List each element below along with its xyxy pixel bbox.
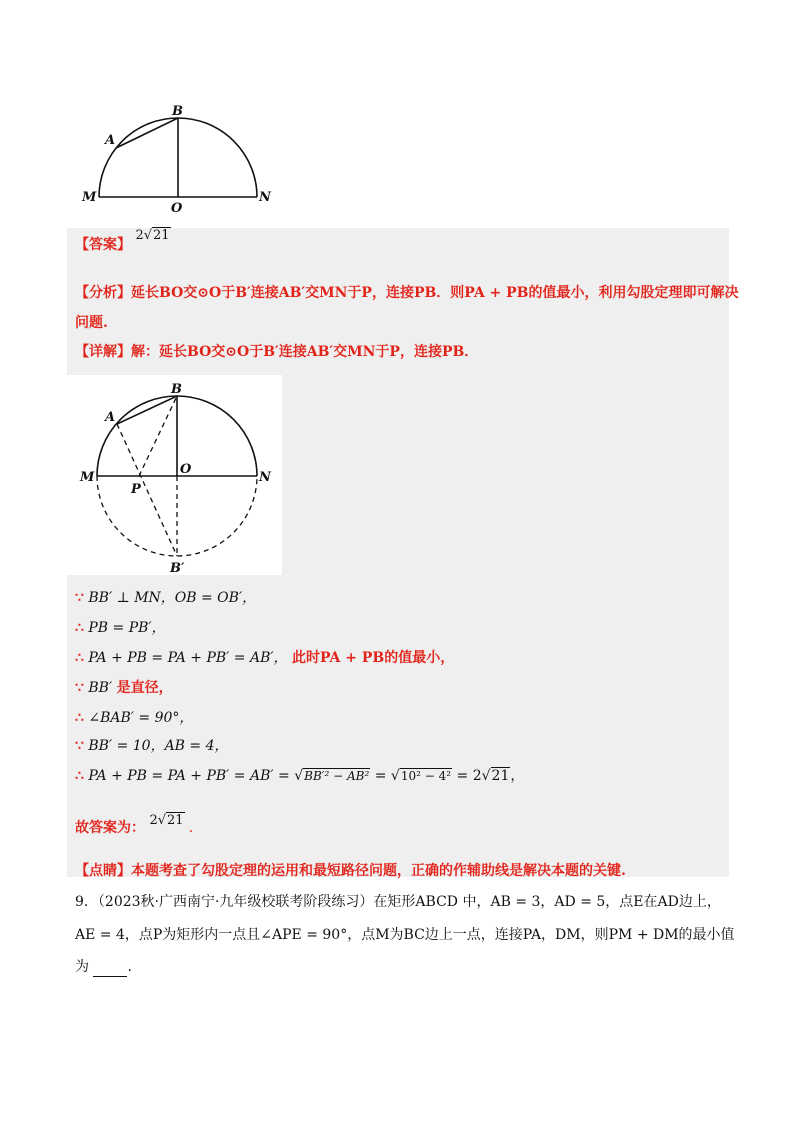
comment-text: 本题考查了勾股定理的运用和最短路径问题，正确的作辅助线是解决本题的关键.: [131, 863, 626, 879]
label2-A: A: [105, 410, 116, 425]
detail-text: 解：延长BO交⊙O于B′连接AB′交MN于P，连接PB．: [131, 344, 479, 360]
answer-radicand: 21: [153, 228, 170, 243]
detail-tag: 【详解】: [75, 344, 131, 360]
label2-P: P: [131, 482, 141, 497]
analysis-tag: 【分析】: [75, 285, 131, 301]
detail-line: [75, 342, 478, 362]
label2-B-prime: B′: [170, 561, 185, 575]
analysis-text-2: 问题.: [75, 315, 108, 331]
step-2: ∴ PB = PB′，: [75, 620, 166, 636]
label-A: A: [105, 133, 116, 148]
label2-N: N: [259, 470, 271, 485]
label-M: M: [82, 190, 97, 205]
analysis-text-1: 延长BO交⊙O于B′连接AB′交MN于P，连接PB．则PA + PB的值最小，利用勾股定理即可解决: [131, 285, 739, 301]
step-6: ∵ BB′ = 10，AB = 4，: [75, 738, 229, 754]
step-4: ∵ BB′ 是直径，: [75, 680, 173, 696]
label2-M: M: [80, 470, 95, 485]
step-5: ∴ ∠BAB′ = 90°，: [75, 710, 194, 726]
comment-line: [75, 861, 626, 881]
label-N: N: [259, 190, 271, 205]
question-9-line-1: 9．（2023秋·广西南宁·九年级校联考阶段练习）在矩形ABCD 中，AB = 3，AD = 5，点E在AD边上，: [75, 894, 721, 910]
radical-1: BB′² − AB²: [304, 769, 370, 783]
figure-semicircle: [75, 100, 275, 215]
radical-3: 21: [491, 768, 510, 784]
step-1: ∵ BB′ ⊥ MN，OB = OB′，: [75, 590, 257, 606]
step-3: ∴ PA + PB = PA + PB′ = AB′， 此时PA + PB的值最小，: [75, 650, 455, 666]
question-9-line-3: 为 .: [75, 959, 132, 975]
final-answer-line: 故答案为： 2√21 .: [75, 813, 194, 836]
final-text: 故答案为：: [75, 820, 145, 836]
step-7: ∴ PA + PB = PA + PB′ = AB′ = √BB′² − AB² = √10² − 4² = 2√21，: [75, 768, 525, 784]
answer-coef: 2: [135, 228, 144, 243]
label-O: O: [171, 201, 183, 215]
analysis-line-1: [75, 283, 739, 303]
analysis-line-2: [75, 313, 108, 333]
answer-blank[interactable]: [93, 962, 127, 977]
answer-line: 【答案】 2√21: [75, 228, 170, 253]
answer-tag: 【答案】: [75, 237, 131, 253]
label2-O: O: [180, 462, 192, 477]
label-B: B: [172, 104, 183, 119]
comment-tag: 【点睛】: [75, 863, 131, 879]
question-9-line-2: AE = 4，点P为矩形内一点且∠APE = 90°，点M为BC边上一点，连接PA，DM，则PM + DM的最小值: [75, 927, 735, 943]
radical-2: 10² − 4²: [400, 769, 452, 783]
label2-B: B: [171, 382, 182, 397]
figure-circle-construction: [67, 375, 282, 575]
